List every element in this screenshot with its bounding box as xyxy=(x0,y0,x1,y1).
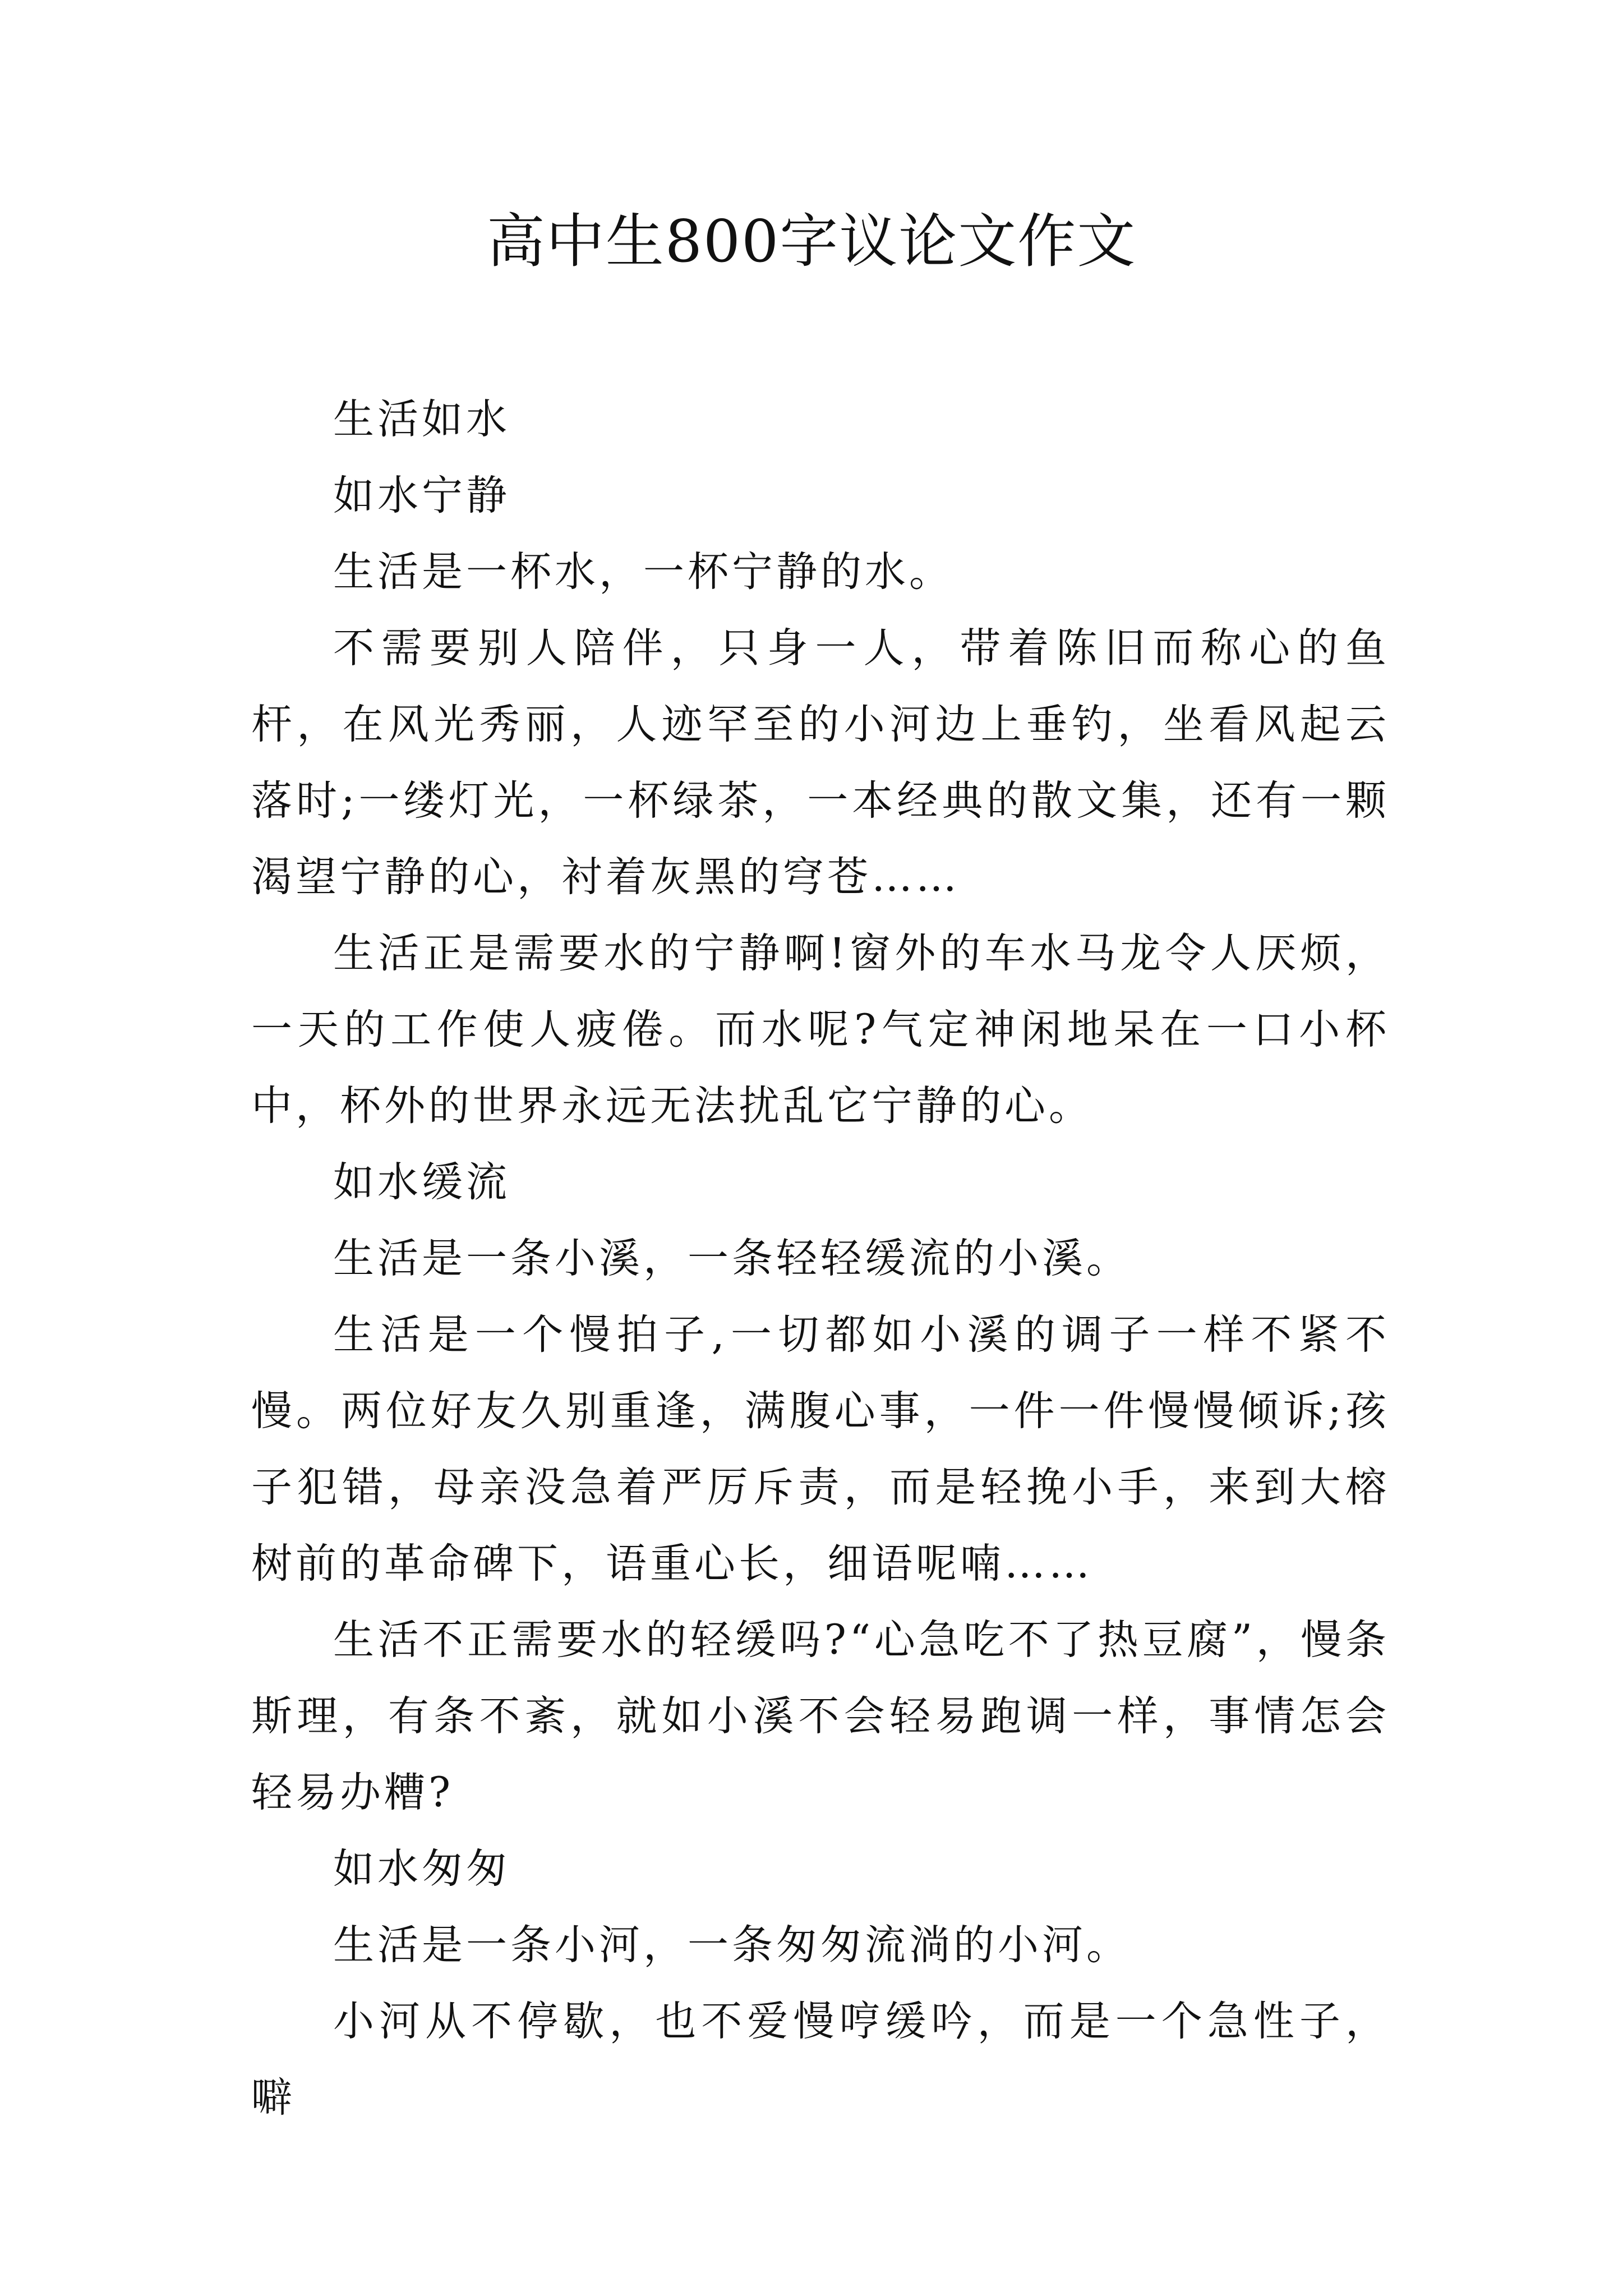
paragraph: 生活如水 xyxy=(333,395,510,443)
paragraph: 不需要别人陪伴，只身一人，带着陈旧而称心的鱼杆，在风光秀丽，人迹罕至的小河边上垂钓，坐看风起云落时;一缕灯光，一杯绿茶，一本经典的散文集，还有一颗渴望宁静的心，衬着灰黑的穹苍…… xyxy=(251,624,1390,901)
document-title: 高中生800字议论文作文 xyxy=(486,207,1137,275)
paragraph: 如水宁静 xyxy=(333,472,510,519)
paragraph: 生活是一杯水，一杯宁静的水。 xyxy=(333,548,953,596)
paragraph: 生活是一条小河，一条匆匆流淌的小河。 xyxy=(333,1921,1131,1969)
paragraph: 如水匆匆 xyxy=(333,1845,510,1893)
paragraph: 生活是一条小溪，一条轻轻缓流的小溪。 xyxy=(333,1235,1131,1282)
paragraph: 生活正是需要水的宁静啊!窗外的车水马龙令人厌烦，一天的工作使人疲倦。而水呢?气定神闲地呆在一口小杯中，杯外的世界永远无法扰乱它宁静的心。 xyxy=(251,930,1390,1130)
document-body xyxy=(251,381,1390,2136)
paragraph: 生活是一个慢拍子,一切都如小溪的调子一样不紧不慢。两位好友久别重逢，满腹心事，一件一件慢慢倾诉;孩子犯错，母亲没急着严厉斥责，而是轻挽小手，来到大榕树前的革命碑下，语重心长，细语呢喃…… xyxy=(251,1311,1390,1588)
paragraph: 小河从不停歇，也不爱慢哼缓吟，而是一个急性子，噼 xyxy=(251,1998,1390,2122)
paragraph: 生活不正需要水的轻缓吗?“心急吃不了热豆腐”，慢条斯理，有条不紊，就如小溪不会轻易跑调一样，事情怎会轻易办糟? xyxy=(251,1616,1390,1816)
paragraph: 如水缓流 xyxy=(333,1158,510,1206)
